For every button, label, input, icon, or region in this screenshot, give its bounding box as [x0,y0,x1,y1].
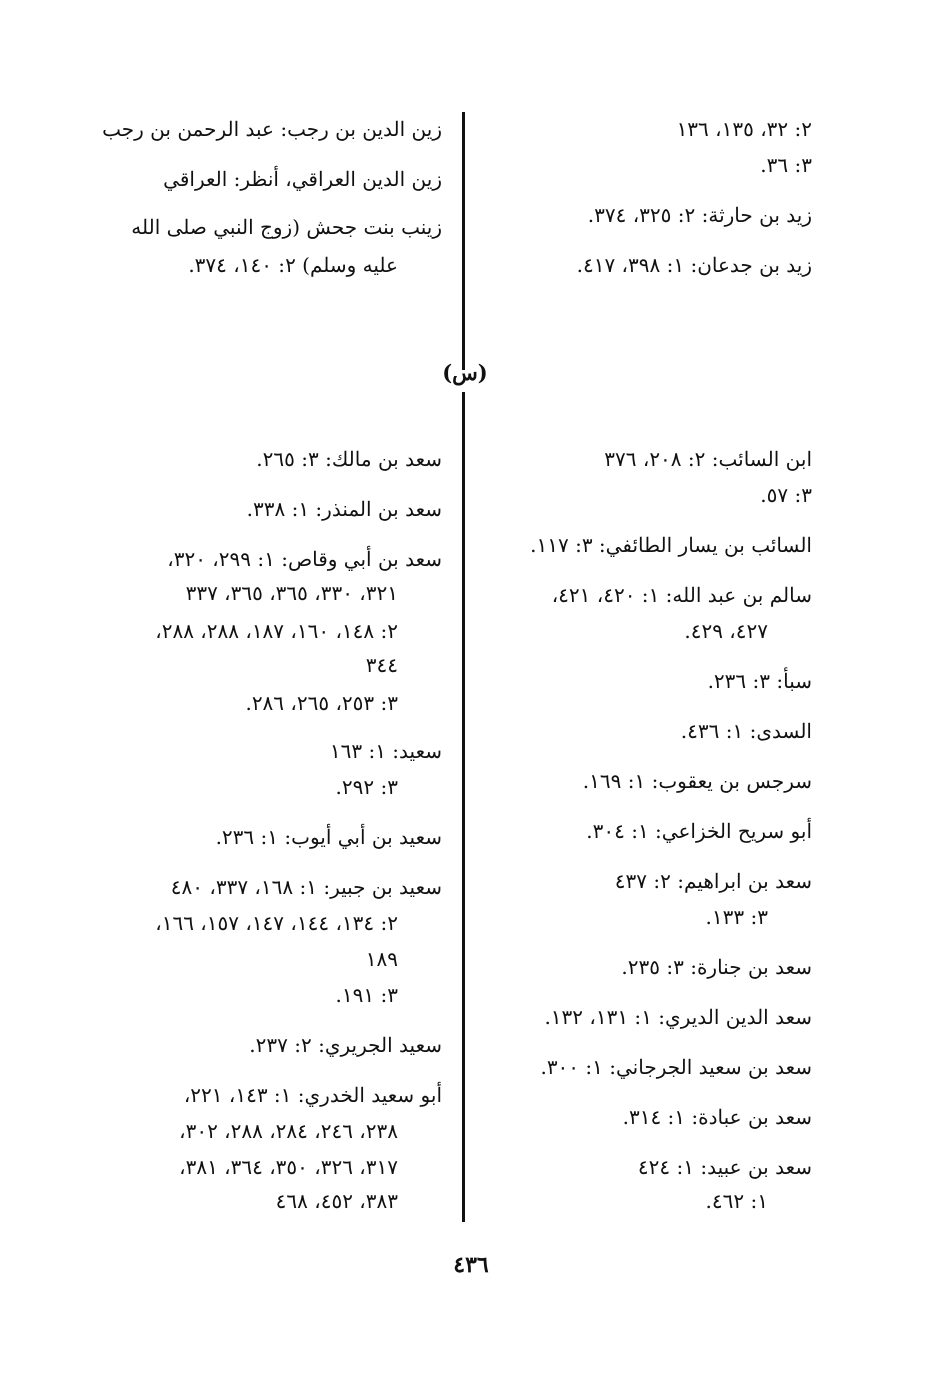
index-line: ٣١٧، ٣٢٦، ٣٥٠، ٣٦٤، ٣٨١، [179,1155,398,1179]
index-line: ٢: ١٣٤، ١٤٤، ١٤٧، ١٥٧، ١٦٦، [155,911,398,935]
index-entry: زيد بن جدعان: ١: ٣٩٨، ٤١٧. [576,253,812,277]
index-line: ٣٤٤ [365,653,398,677]
index-entry: زيد بن حارثة: ٢: ٣٢٥، ٣٧٤. [587,203,812,227]
index-entry: سعد بن سعيد الجرجاني: ١: ٣٠٠. [540,1055,812,1079]
index-line: ٢: ١٤٨، ١٦٠، ١٨٧، ٢٨٨، ٢٨٨، [155,619,398,643]
index-line: ٣: ١٩١. [335,983,398,1007]
index-line: ٣: ٢٥٣، ٢٦٥، ٢٨٦. [245,691,398,715]
column-divider-top [462,112,465,370]
index-entry: سعد بن عبادة: ١: ٣١٤. [622,1105,812,1129]
index-entry: سعد الدين الديري: ١: ١٣١، ١٣٢. [544,1005,812,1029]
index-entry: زين الدين العراقي، أنظر: العراقي [163,167,442,191]
index-entry: زينب بنت جحش (زوج النبي صلى الله [131,215,442,239]
index-line: ٣٨٣، ٤٥٢، ٤٦٨ [275,1189,398,1213]
index-entry: سعد بن ابراهيم: ٢: ٤٣٧ [614,869,812,893]
index-line: ٣: ٣٦. [760,153,812,177]
index-entry: السائب بن يسار الطائفي: ٣: ١١٧. [530,533,812,557]
index-line: ٤٢٧، ٤٢٩. [684,619,768,643]
index-entry: أبو سريح الخزاعي: ١: ٣٠٤. [586,819,812,843]
index-line: عليه وسلم) ٢: ١٤٠، ٣٧٤. [188,253,398,277]
index-line: ١٨٩ [365,947,398,971]
index-line: ١: ٤٦٢. [705,1189,768,1213]
index-line: ٢٣٨، ٢٤٦، ٢٨٤، ٢٨٨، ٣٠٢، [179,1119,398,1143]
index-entry: سعيد بن جبير: ١: ١٦٨، ٣٣٧، ٤٨٠ [170,875,442,899]
index-line: ٣: ٢٩٢. [335,775,398,799]
index-line: ٢: ٣٢، ١٣٥، ١٣٦ [676,117,812,141]
index-entry: سعيد الجريري: ٢: ٢٣٧. [249,1033,442,1057]
index-entry: سعد بن مالك: ٣: ٢٦٥. [256,447,442,471]
index-entry: زين الدين بن رجب: عبد الرحمن بن رجب [102,117,442,141]
section-letter-heading: (س) [442,360,488,385]
index-entry: سعد بن عبيد: ١: ٤٢٤ [637,1155,812,1179]
index-line: ٣٢١، ٣٣٠، ٣٦٥، ٣٦٥، ٣٣٧ [185,581,398,605]
index-entry: أبو سعيد الخدري: ١: ١٤٣، ٢٢١، [183,1083,442,1107]
index-entry: سعد بن جنارة: ٣: ٢٣٥. [621,955,812,979]
index-entry: سالم بن عبد الله: ١: ٤٢٠، ٤٢١، [551,583,812,607]
index-entry: ابن السائب: ٢: ٢٠٨، ٣٧٦ [604,447,812,471]
index-entry: سرجس بن يعقوب: ١: ١٦٩. [582,769,812,793]
index-entry: سعيد بن أبي أيوب: ١: ٢٣٦. [215,825,442,849]
index-line: ٣: ١٣٣. [705,905,768,929]
index-entry: سعيد: ١: ١٦٣ [329,739,442,763]
column-divider [462,392,465,1222]
index-entry: سعد بن أبي وقاص: ١: ٢٩٩، ٣٢٠، [167,547,442,571]
index-entry: السدى: ١: ٤٣٦. [680,719,812,743]
index-entry: سعد بن المنذر: ١: ٣٣٨. [246,497,442,521]
page-number: ٤٣٦ [453,1252,489,1278]
index-entry: سبأ: ٣: ٢٣٦. [707,669,812,693]
index-line: ٣: ٥٧. [760,483,812,507]
